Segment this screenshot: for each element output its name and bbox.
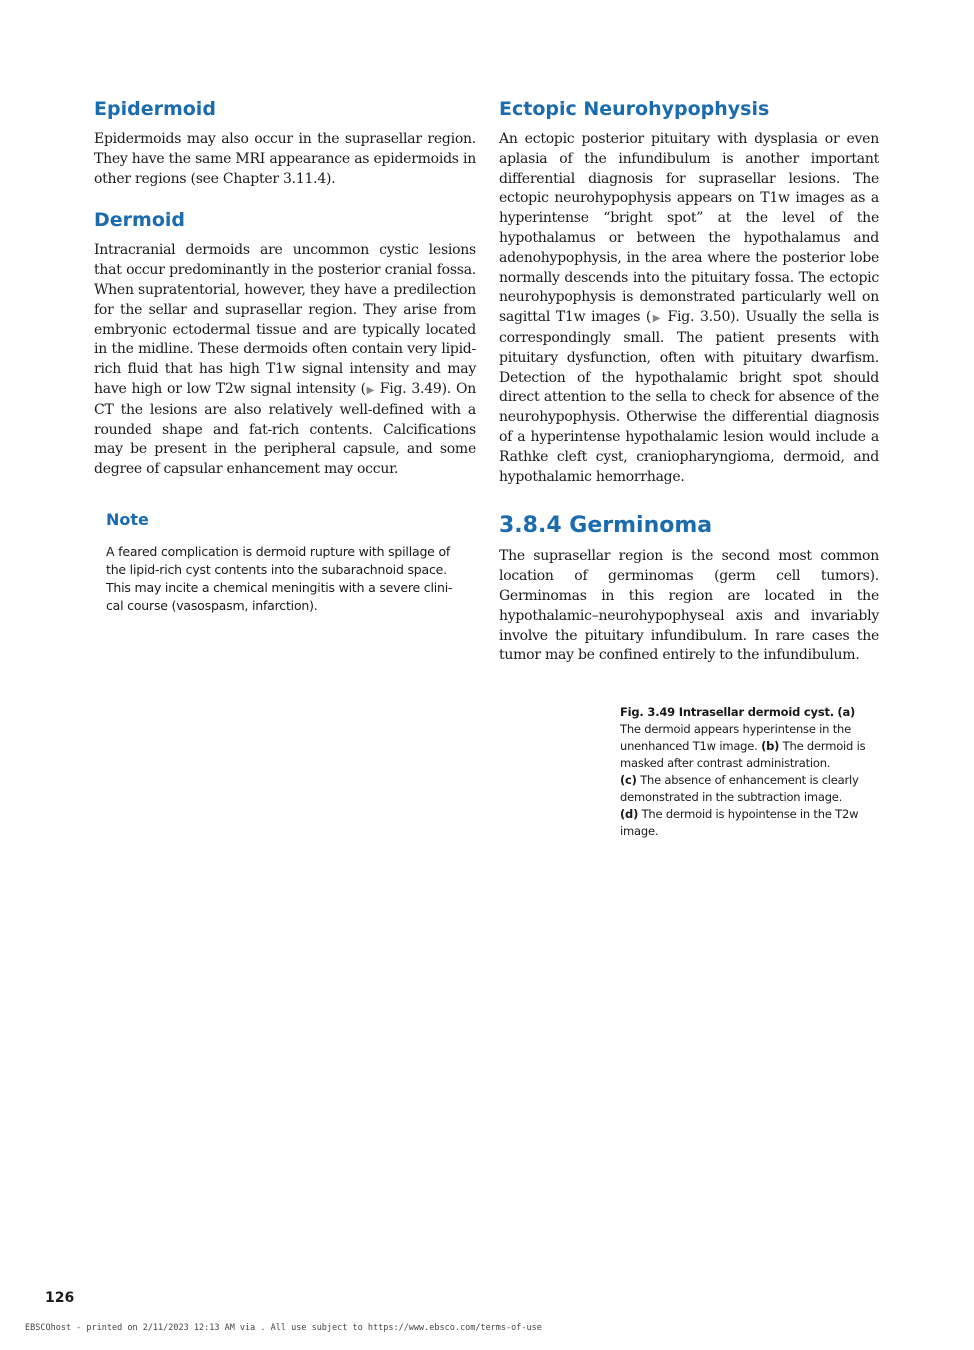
right-column (499, 96, 879, 666)
dermoid-paragraph (94, 241, 476, 480)
epidermoid-heading: Epidermoid (94, 98, 216, 120)
note-heading: Note (106, 509, 149, 529)
figure-caption (620, 704, 870, 840)
note-text: A feared complication is dermoid rupture with spillage of the lipid-rich cyst contents into the subarachnoid space. This may incite a chemical meningitis with a severe clinical course (vasospasm, infarction). (106, 543, 453, 613)
figure-label: Fig. 3.49 Intrasellar dermoid cyst. (620, 705, 834, 719)
arrow-icon: ▶ (365, 384, 375, 396)
page-number: 126 (45, 1290, 75, 1306)
germinoma-heading: 3.8.4 Germinoma (499, 513, 713, 539)
left-column (94, 96, 476, 615)
fig-3-50-link[interactable]: Fig. 3.50). Usually the sella is correspondingly small. The patient presents with pituitary dysfunction, often with pituitary dwarfism. Detection of the hypothalamic bright spot should direct attention to the sella to check for absence of the neurohypophysis. Otherwise the differential diagnosis of a hyperintense hypothalamic lesion would include a Rathke cleft cyst, craniopharyngioma, dermoid, and hypothalamic hemorrhage. (499, 309, 879, 485)
ectopic-text-a: An ectopic posterior pituitary with dysplasia or even aplasia of the infundibulum is another important differential diagnosis for suprasellar lesions. The ectopic neurohypophysis appears on T1w images as a hyperintense “bright spot” at the level of the hypothalamus or between the hypothalamus and adenohypophysis, in the area where the posterior lobe normally descends into the pituitary fossa. The ectopic neurohypophysis is demonstrated particularly well on sagittal T1w images ( (499, 131, 879, 326)
dermoid-heading: Dermoid (94, 209, 185, 232)
caption-c-text: The absence of enhancement is clearly demonstrated in the subtraction image. (620, 773, 859, 804)
fig-3-49-link[interactable]: Fig. 3.49). On CT the lesions are also relatively well-defined with a rounded shape and fat-rich contents. Calcifications may be present in the peripheral capsule, and some degree of capsular enhancement may occur. (94, 380, 476, 478)
dermoid-text-a: Intracranial dermoids are uncommon cystic lesions that occur predominantly in the posterior cranial fossa. When supratentorial, however, they have a predilection for the sellar and suprasellar region. They arise from embryonic ectodermal tissue and are typically located in the midline. These dermoids often contain very lipid-rich fluid that has high T1w signal intensity and may have high or low T2w signal intensity ( (94, 242, 476, 397)
ectopic-neurohypophysis-heading: Ectopic Neurohypophysis (499, 98, 770, 120)
caption-b-text: The dermoid is masked after contrast administration. (620, 739, 866, 770)
footer-notice: EBSCOhost - printed on 2/11/2023 12:13 AM via . All use subject to https://www.ebsco.com/terms-of-use (25, 1323, 542, 1333)
epidermoid-paragraph: Epidermoids may also occur in the suprasellar region. They have the same MRI appearance as epidermoids in other regions (see Chapter 3.11.4). (94, 131, 476, 187)
arrow-icon: ▶ (651, 313, 662, 325)
caption-a-label: (a) (837, 705, 856, 719)
note-box (106, 510, 461, 615)
caption-c-label: (c) (620, 773, 637, 787)
caption-b-label: (b) (761, 739, 780, 753)
germinoma-paragraph: The suprasellar region is the second most common location of germinomas (germ cell tumors). Germinomas in this region are located in the hypothalamic–neurohypophyseal axis and invariably involve the pituitary infundibulum. In rare cases the tumor may be confined entirely to the infundibulum. (499, 548, 879, 664)
ectopic-paragraph (499, 130, 879, 487)
caption-a-text: The dermoid appears hyperintense in the unenhanced T1w image. (620, 722, 851, 753)
caption-d-text: The dermoid is hypointense in the T2w image. (620, 807, 859, 838)
caption-d-label: (d) (620, 807, 639, 821)
